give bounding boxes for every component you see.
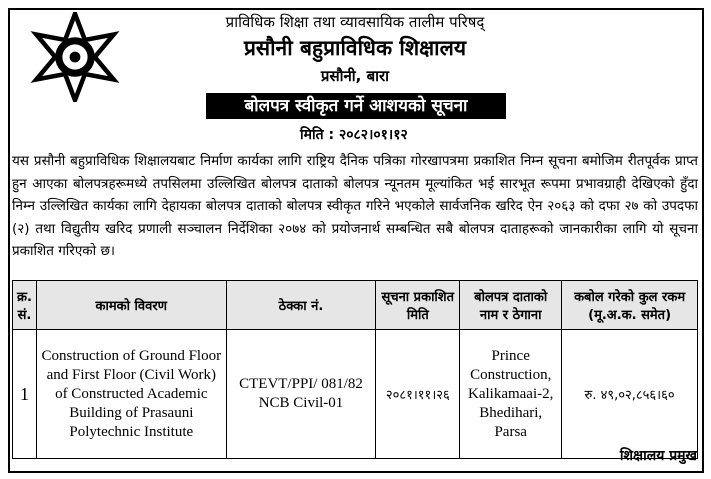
notice-date: मिति : २०८२।०१।१२ xyxy=(300,127,408,143)
cell-published-date: २०८१।११।२६ xyxy=(376,330,460,459)
header-amount: कबोल गरेको कुल रकम (मू.अ.क. समेत) xyxy=(562,281,698,330)
header-bidder: बोलपत्र दाताको नाम र ठेगाना xyxy=(460,281,562,330)
notice-title: बोलपत्र स्वीकृत गर्ने आशयको सूचना xyxy=(206,93,506,119)
cell-amount: रु. ४९,०२,८५६।६० xyxy=(562,330,698,459)
table-header-row xyxy=(13,281,698,330)
header-contract-no: ठेक्का नं. xyxy=(226,281,376,330)
cell-description: Construction of Ground Floor and First Floor (Civil Work) of Constructed Academic Building of Prasauni Polytechnic Institute xyxy=(36,330,226,459)
tender-table xyxy=(12,280,698,459)
ctevt-logo-icon xyxy=(30,12,120,102)
header-sn: क्र. सं. xyxy=(13,281,37,330)
table-row xyxy=(13,330,698,459)
cell-contract-no: CTEVT/PPI/ 081/82 NCB Civil-01 xyxy=(226,330,376,459)
cell-bidder: Prince Construction, Kalikamaai-2, Bhedihari, Parsa xyxy=(460,330,562,459)
cell-sn: 1 xyxy=(13,330,37,459)
council-name: प्राविधिक शिक्षा तथा व्यावसायिक तालीम परिषद् xyxy=(225,13,485,31)
notice-body: यस प्रसौनी बहुप्राविधिक शिक्षालयबाट निर्माण कार्यका लागि राष्ट्रिय दैनिक पत्रिका गोरखापत्रमा प्रकाशित निम्न सूचना बमोजिम रीतपूर्वक प्राप्त हुन आएका बोलपत्रहरूमध्ये तपसिलमा उल्लिखित बोलपत्र दाताको बोलपत्र न्यूनतम मूल्यांकित भई सारभूत रूपमा प्रभावग्राही देखिएको हुँदा निम्न उल्लिखित कार्यका लागि देहायका बोलपत्र दाताको बोलपत्र स्वीकृत गरिने भएकोले सार्वजनिक खरिद ऐन २०६३ को दफा २७ को उपदफा (२) तथा विद्युतीय खरिद प्रणाली सञ्चालन निर्देशिका २०७४ को प्रयोजनार्थ सम्बन्धित सबै बोलपत्र दाताहरूको जानकारीका लागि यो सूचना प्रकाशित गरिएको छ। xyxy=(12,153,698,259)
header-description: कामको विवरण xyxy=(36,281,226,330)
signature-title: शिक्षालय प्रमुख xyxy=(619,448,697,464)
institute-location: प्रसौनी, बारा xyxy=(320,67,390,85)
header-published-date: सूचना प्रकाशित मिति xyxy=(376,281,460,330)
institute-name: प्रसौनी बहुप्राविधिक शिक्षालय xyxy=(243,36,467,60)
